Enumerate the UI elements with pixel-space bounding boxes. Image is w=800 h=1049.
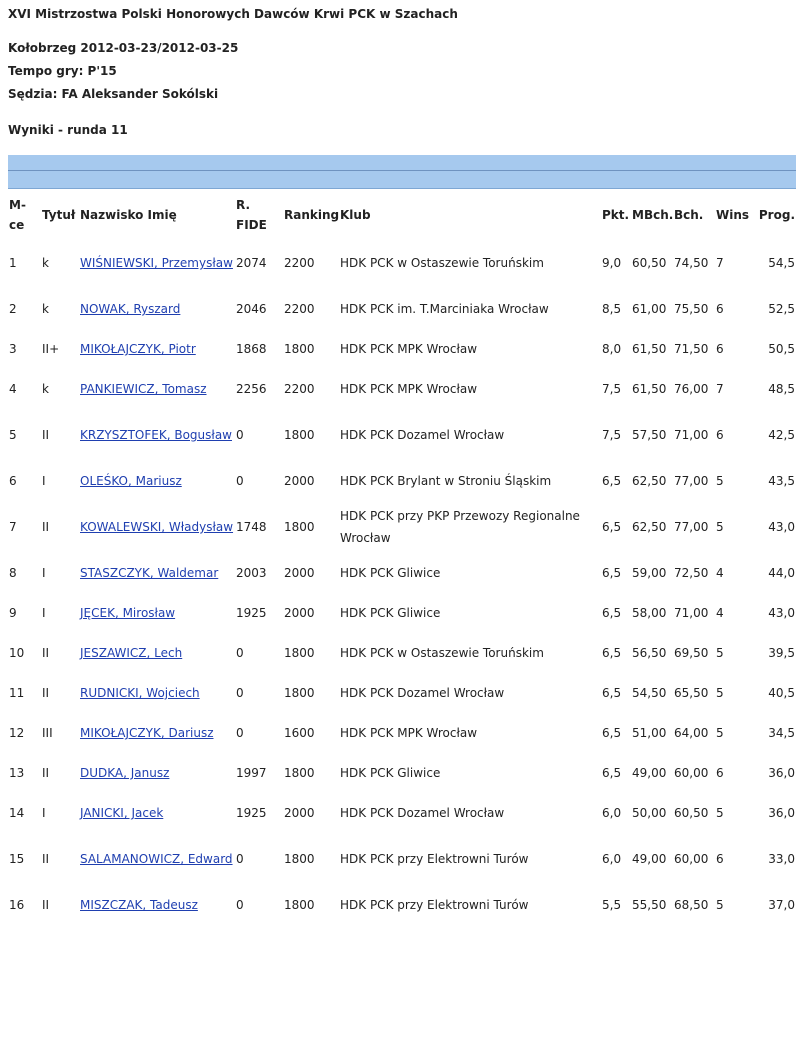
player-name-link[interactable]: RUDNICKI, Wojciech: [80, 686, 200, 700]
player-name-link[interactable]: KRZYSZTOFEK, Bogusław: [80, 428, 232, 442]
table-cell-fide: 1748: [236, 520, 267, 534]
table-cell-points: 8,0: [602, 342, 622, 356]
table-cell-place: 8: [9, 566, 17, 580]
table-cell-bch: 77,00: [674, 520, 709, 534]
table-cell-name: [79, 409, 235, 461]
table-header-row: [8, 193, 796, 237]
player-name-link[interactable]: JANICKI, Jacek: [80, 806, 164, 820]
table-cell-club: HDK PCK przy Elektrowni Turów: [340, 852, 529, 866]
table-cell-prog: 36,0: [768, 806, 795, 820]
table-cell-ranking: 1800: [284, 686, 315, 700]
table-cell-wins: 5: [716, 686, 724, 700]
table-cell-wins: 4: [716, 606, 724, 620]
table-cell-bch: 69,50: [674, 646, 709, 660]
table-cell-fide: 0: [236, 646, 244, 660]
table-row: [8, 461, 796, 501]
col-fide: R. FIDE: [236, 198, 267, 232]
table-cell-points: 6,5: [602, 520, 622, 534]
location-dates: Kołobrzeg 2012-03-23/2012-03-25: [8, 41, 239, 55]
table-cell-place: 4: [9, 382, 17, 396]
table-cell-place: 15: [9, 852, 25, 866]
table-cell-points: 7,5: [602, 428, 622, 442]
table-cell-mbch: 51,00: [632, 726, 667, 740]
table-cell-points: 7,5: [602, 382, 622, 396]
col-bch: Bch.: [674, 208, 704, 222]
table-cell-prog: 37,0: [768, 898, 795, 912]
table-row: [8, 793, 796, 833]
table-cell-fide: 1925: [236, 806, 267, 820]
table-cell-mbch: 54,50: [632, 686, 667, 700]
header-bar-line: [8, 170, 796, 171]
table-cell-name: [79, 793, 235, 833]
table-cell-place: 12: [9, 726, 25, 740]
table-cell-name: [79, 593, 235, 633]
table-cell-mbch: 62,50: [632, 474, 667, 488]
table-cell-prog: 48,5: [768, 382, 795, 396]
table-cell-fide: 0: [236, 474, 244, 488]
col-place: M-ce: [9, 198, 26, 232]
table-cell-bch: 60,00: [674, 766, 709, 780]
table-cell-points: 6,0: [602, 806, 622, 820]
table-cell-title: I: [42, 566, 46, 580]
table-cell-club: HDK PCK im. T.Marciniaka Wrocław: [340, 302, 549, 316]
player-name-link[interactable]: PANKIEWICZ, Tomasz: [80, 382, 207, 396]
table-cell-name: [79, 633, 235, 673]
table-cell-fide: 0: [236, 726, 244, 740]
table-cell-title: II: [42, 852, 50, 866]
table-row: [8, 289, 796, 329]
col-points: Pkt.: [602, 208, 630, 222]
table-cell-place: 10: [9, 646, 25, 660]
table-cell-place: 7: [9, 520, 17, 534]
table-cell-place: 1: [9, 256, 17, 270]
table-cell-points: 6,5: [602, 686, 622, 700]
table-cell-wins: 5: [716, 520, 724, 534]
table-row: [8, 673, 796, 713]
table-row: [8, 833, 796, 885]
player-name-link[interactable]: MISZCZAK, Tadeusz: [80, 898, 198, 912]
table-row: [8, 369, 796, 409]
table-cell-place: 11: [9, 686, 25, 700]
player-name-link[interactable]: WIŚNIEWSKI, Przemysław: [80, 256, 233, 270]
table-cell-points: 6,5: [602, 566, 622, 580]
table-cell-ranking: 2000: [284, 806, 315, 820]
tempo: Tempo gry: P'15: [8, 64, 117, 78]
table-cell-bch: 71,00: [674, 606, 709, 620]
table-cell-place: 2: [9, 302, 17, 316]
table-row: [8, 633, 796, 673]
table-cell-fide: 2074: [236, 256, 267, 270]
table-cell-points: 6,5: [602, 766, 622, 780]
table-cell-fide: 0: [236, 686, 244, 700]
table-cell-club: HDK PCK przy Elektrowni Turów: [340, 898, 529, 912]
table-cell-club: HDK PCK Gliwice: [340, 766, 441, 780]
player-name-link[interactable]: MIKOŁAJCZYK, Piotr: [80, 342, 196, 356]
table-cell-bch: 74,50: [674, 256, 709, 270]
table-cell-title: I: [42, 606, 46, 620]
col-mbch: MBch.: [632, 208, 673, 222]
table-cell-title: III: [42, 726, 53, 740]
table-cell-wins: 7: [716, 382, 724, 396]
table-cell-prog: 36,0: [768, 766, 795, 780]
table-cell-prog: 43,0: [768, 520, 795, 534]
table-cell-mbch: 50,00: [632, 806, 667, 820]
table-cell-name: [79, 237, 235, 289]
table-cell-mbch: 55,50: [632, 898, 667, 912]
table-cell-ranking: 2200: [284, 302, 315, 316]
table-row: [8, 553, 796, 593]
player-name-link[interactable]: JESZAWICZ, Lech: [80, 646, 183, 660]
table-cell-points: 6,5: [602, 726, 622, 740]
table-cell-name: [79, 501, 235, 553]
table-row: [8, 885, 796, 925]
col-wins: Wins: [716, 208, 750, 222]
table-cell-place: 6: [9, 474, 17, 488]
table-cell-club: HDK PCK Gliwice: [340, 606, 441, 620]
table-cell-ranking: 1800: [284, 898, 315, 912]
table-cell-club: HDK PCK Brylant w Stroniu Śląskim: [340, 474, 552, 488]
table-cell-place: 9: [9, 606, 17, 620]
table-cell-points: 9,0: [602, 256, 622, 270]
table-cell-club: HDK PCK MPK Wrocław: [340, 726, 478, 740]
table-cell-wins: 6: [716, 766, 724, 780]
table-cell-prog: 43,0: [768, 606, 795, 620]
table-cell-title: k: [42, 302, 49, 316]
table-cell-bch: 75,50: [674, 302, 709, 316]
table-cell-wins: 5: [716, 726, 724, 740]
table-cell-points: 6,5: [602, 646, 622, 660]
header-bar: [8, 155, 796, 189]
table-cell-ranking: 2200: [284, 382, 315, 396]
table-row: [8, 237, 796, 289]
col-title: Tytuł: [42, 208, 76, 222]
table-cell-prog: 39,5: [768, 646, 795, 660]
player-name-link[interactable]: OLEŚKO, Mariusz: [80, 474, 182, 488]
table-cell-mbch: 62,50: [632, 520, 667, 534]
table-row: [8, 409, 796, 461]
table-cell-ranking: 2000: [284, 474, 315, 488]
player-name-link[interactable]: STASZCZYK, Waldemar: [80, 566, 219, 580]
table-cell-mbch: 61,50: [632, 382, 667, 396]
table-cell-points: 6,0: [602, 852, 622, 866]
table-cell-bch: 71,00: [674, 428, 709, 442]
table-cell-wins: 6: [716, 428, 724, 442]
table-cell-wins: 6: [716, 852, 724, 866]
table-cell-prog: 54,5: [768, 256, 795, 270]
table-cell-prog: 42,5: [768, 428, 795, 442]
table-cell-name: [79, 461, 235, 501]
table-cell-club: HDK PCK Dozamel Wrocław: [340, 806, 505, 820]
table-cell-mbch: 49,00: [632, 852, 667, 866]
results-table: [8, 193, 796, 925]
table-cell-mbch: 59,00: [632, 566, 667, 580]
table-row: [8, 329, 796, 369]
table-cell-title: II: [42, 428, 50, 442]
table-cell-points: 6,5: [602, 606, 622, 620]
table-cell-points: 8,5: [602, 302, 622, 316]
table-cell-wins: 5: [716, 806, 724, 820]
table-row: [8, 753, 796, 793]
table-cell-fide: 2046: [236, 302, 267, 316]
table-cell-name: [79, 289, 235, 329]
table-cell-mbch: 60,50: [632, 256, 667, 270]
table-cell-club: HDK PCK MPK Wrocław: [340, 382, 478, 396]
col-name: Nazwisko Imię: [80, 208, 177, 222]
table-cell-mbch: 56,50: [632, 646, 667, 660]
table-cell-prog: 44,0: [768, 566, 795, 580]
table-cell-name: [79, 673, 235, 713]
table-row: [8, 713, 796, 753]
table-cell-title: II: [42, 766, 50, 780]
table-cell-bch: 65,50: [674, 686, 709, 700]
table-cell-name: [79, 885, 235, 925]
col-prog: Prog.: [758, 208, 795, 222]
table-cell-name: [79, 553, 235, 593]
table-cell-title: k: [42, 382, 49, 396]
table-cell-title: II: [42, 898, 50, 912]
table-cell-fide: 1868: [236, 342, 267, 356]
table-cell-wins: 6: [716, 302, 724, 316]
table-cell-title: II+: [42, 342, 60, 356]
table-cell-mbch: 49,00: [632, 766, 667, 780]
table-cell-name: [79, 369, 235, 409]
table-cell-fide: 2003: [236, 566, 267, 580]
table-cell-fide: 2256: [236, 382, 267, 396]
table-cell-bch: 77,00: [674, 474, 709, 488]
table-cell-bch: 68,50: [674, 898, 709, 912]
table-cell-wins: 5: [716, 474, 724, 488]
table-cell-ranking: 2200: [284, 256, 315, 270]
table-cell-fide: 0: [236, 428, 244, 442]
table-cell-place: 16: [9, 898, 25, 912]
table-cell-club: HDK PCK Dozamel Wrocław: [340, 686, 505, 700]
table-cell-prog: 43,5: [768, 474, 795, 488]
table-cell-club: HDK PCK Dozamel Wrocław: [340, 428, 505, 442]
tournament-title: XVI Mistrzostwa Polski Honorowych Dawców Krwi PCK w Szachach: [8, 7, 458, 21]
table-cell-ranking: 1800: [284, 852, 315, 866]
table-cell-mbch: 57,50: [632, 428, 667, 442]
judge: Sędzia: FA Aleksander Sokólski: [8, 87, 219, 101]
table-cell-title: II: [42, 646, 50, 660]
table-cell-points: 6,5: [602, 474, 622, 488]
table-row: [8, 501, 796, 553]
table-cell-ranking: 1600: [284, 726, 315, 740]
table-cell-fide: 0: [236, 898, 244, 912]
table-cell-club: HDK PCK MPK Wrocław: [340, 342, 478, 356]
col-club: Klub: [340, 208, 371, 222]
table-cell-mbch: 61,50: [632, 342, 667, 356]
table-cell-place: 13: [9, 766, 25, 780]
round-label: Wyniki - runda 11: [8, 123, 128, 137]
player-name-link[interactable]: DUDKA, Janusz: [80, 766, 170, 780]
table-cell-bch: 64,00: [674, 726, 709, 740]
table-cell-name: [79, 753, 235, 793]
table-cell-name: [79, 833, 235, 885]
table-cell-ranking: 2000: [284, 566, 315, 580]
table-cell-bch: 60,50: [674, 806, 709, 820]
table-cell-ranking: 1800: [284, 342, 315, 356]
table-cell-ranking: 1800: [284, 766, 315, 780]
table-cell-bch: 60,00: [674, 852, 709, 866]
table-cell-bch: 72,50: [674, 566, 709, 580]
table-cell-club: HDK PCK w Ostaszewie Toruńskim: [340, 256, 544, 270]
col-ranking: Ranking: [284, 208, 339, 222]
player-name-link[interactable]: NOWAK, Ryszard: [80, 302, 181, 316]
table-cell-mbch: 61,00: [632, 302, 667, 316]
table-cell-points: 5,5: [602, 898, 622, 912]
table-cell-wins: 4: [716, 566, 724, 580]
table-cell-ranking: 1800: [284, 646, 315, 660]
table-cell-wins: 7: [716, 256, 724, 270]
table-cell-prog: 52,5: [768, 302, 795, 316]
player-name-link[interactable]: JĘCEK, Mirosław: [80, 606, 176, 620]
table-cell-wins: 6: [716, 342, 724, 356]
table-cell-prog: 33,0: [768, 852, 795, 866]
table-cell-wins: 5: [716, 646, 724, 660]
table-cell-club: HDK PCK Gliwice: [340, 566, 441, 580]
table-cell-bch: 71,50: [674, 342, 709, 356]
table-cell-ranking: 1800: [284, 428, 315, 442]
table-cell-place: 14: [9, 806, 25, 820]
table-cell-title: II: [42, 686, 50, 700]
table-row: [8, 593, 796, 633]
table-cell-name: [79, 713, 235, 753]
table-cell-mbch: 58,00: [632, 606, 667, 620]
table-cell-fide: 0: [236, 852, 244, 866]
table-cell-title: I: [42, 806, 46, 820]
table-cell-prog: 34,5: [768, 726, 795, 740]
table-cell-prog: 50,5: [768, 342, 795, 356]
table-cell-fide: 1997: [236, 766, 267, 780]
table-cell-club: HDK PCK w Ostaszewie Toruńskim: [340, 646, 544, 660]
table-cell-place: 3: [9, 342, 17, 356]
player-name-link[interactable]: KOWALEWSKI, Władysław: [80, 520, 234, 534]
table-cell-title: I: [42, 474, 46, 488]
table-cell-wins: 5: [716, 898, 724, 912]
table-cell-fide: 1925: [236, 606, 267, 620]
table-cell-club: HDK PCK przy PKP Przewozy Regionalne Wrocław: [340, 509, 580, 545]
table-cell-name: [79, 329, 235, 369]
table-cell-prog: 40,5: [768, 686, 795, 700]
table-cell-ranking: 1800: [284, 520, 315, 534]
table-cell-title: II: [42, 520, 50, 534]
table-cell-ranking: 2000: [284, 606, 315, 620]
table-cell-place: 5: [9, 428, 17, 442]
player-name-link[interactable]: MIKOŁAJCZYK, Dariusz: [80, 726, 214, 740]
table-cell-bch: 76,00: [674, 382, 709, 396]
player-name-link[interactable]: SALAMANOWICZ, Edward: [80, 852, 233, 866]
table-cell-title: k: [42, 256, 49, 270]
